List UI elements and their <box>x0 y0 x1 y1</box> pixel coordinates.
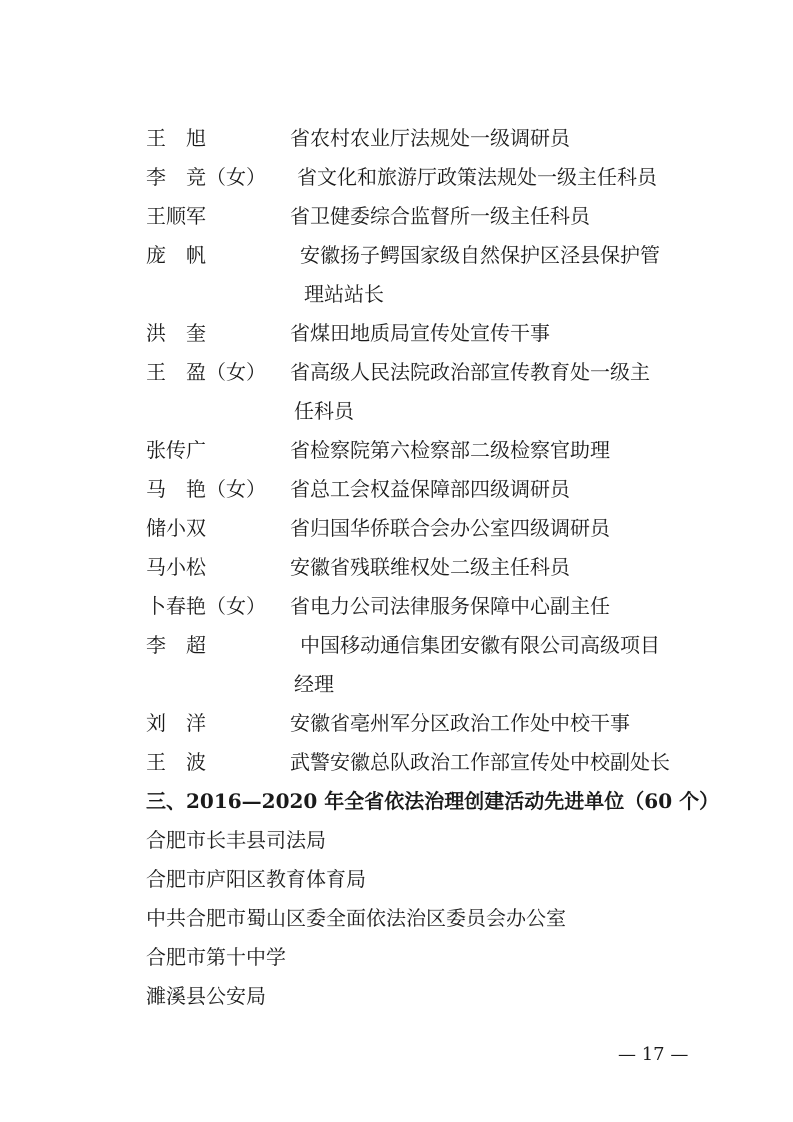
person-name: 洪 奎 <box>146 321 206 345</box>
person-name: 王顺军 <box>146 204 206 228</box>
unit-item: 中共合肥市蜀山区委全面依法治区委员会办公室 <box>146 906 566 930</box>
person-title: 省高级人民法院政治部宣传教育处一级主 <box>290 360 650 384</box>
unit-item: 合肥市长丰县司法局 <box>146 828 326 852</box>
list-item <box>0 469 793 509</box>
list-item-continuation <box>0 274 793 314</box>
person-name: 庞 帆 <box>146 243 206 267</box>
person-title: 省电力公司法律服务保障中心副主任 <box>290 594 610 618</box>
list-item <box>0 196 793 236</box>
person-title-continuation: 理站站长 <box>304 282 384 306</box>
list-item <box>0 157 793 197</box>
person-title: 省归国华侨联合会办公室四级调研员 <box>290 516 610 540</box>
list-item <box>0 547 793 587</box>
person-name: 王 波 <box>146 750 206 774</box>
person-name: 王 旭 <box>146 126 206 150</box>
person-title: 省检察院第六检察部二级检察官助理 <box>290 438 610 462</box>
list-item <box>0 118 793 158</box>
person-title: 安徽扬子鳄国家级自然保护区泾县保护管 <box>300 243 660 267</box>
person-title: 省煤田地质局宣传处宣传干事 <box>290 321 550 345</box>
person-title: 省卫健委综合监督所一级主任科员 <box>290 204 590 228</box>
list-item-continuation <box>0 664 793 704</box>
unit-item: 濉溪县公安局 <box>146 984 266 1008</box>
list-item <box>0 313 793 353</box>
person-name: 卜春艳（女） <box>146 594 266 618</box>
list-item <box>0 703 793 743</box>
list-item <box>0 586 793 626</box>
person-title-continuation: 经理 <box>294 672 334 696</box>
list-item <box>0 235 793 275</box>
person-name: 李 超 <box>146 633 206 657</box>
person-name: 马 艳（女） <box>146 477 266 501</box>
list-item <box>0 625 793 665</box>
person-name: 李 竞（女） <box>146 165 266 189</box>
person-name: 刘 洋 <box>146 711 206 735</box>
person-name: 张传广 <box>146 438 206 462</box>
list-item <box>0 742 793 782</box>
unit-item: 合肥市第十中学 <box>146 945 286 969</box>
person-title: 武警安徽总队政治工作部宣传处中校副处长 <box>290 750 670 774</box>
person-name: 马小松 <box>146 555 206 579</box>
person-title: 省总工会权益保障部四级调研员 <box>290 477 570 501</box>
person-title: 安徽省亳州军分区政治工作处中校干事 <box>290 711 630 735</box>
person-title-continuation: 任科员 <box>294 399 354 423</box>
list-item <box>0 430 793 470</box>
unit-item: 合肥市庐阳区教育体育局 <box>146 867 366 891</box>
page-number: — 17 — <box>618 1044 689 1065</box>
person-title: 安徽省残联维权处二级主任科员 <box>290 555 570 579</box>
person-name: 储小双 <box>146 516 206 540</box>
list-item <box>0 508 793 548</box>
section-heading: 三、2016—2020 年全省依法治理创建活动先进单位（60 个） <box>146 789 720 813</box>
person-name: 王 盈（女） <box>146 360 266 384</box>
list-item-continuation <box>0 391 793 431</box>
list-item <box>0 352 793 392</box>
person-title: 省文化和旅游厅政策法规处一级主任科员 <box>297 165 657 189</box>
person-title: 省农村农业厅法规处一级调研员 <box>290 126 570 150</box>
person-title: 中国移动通信集团安徽有限公司高级项目 <box>300 633 660 657</box>
